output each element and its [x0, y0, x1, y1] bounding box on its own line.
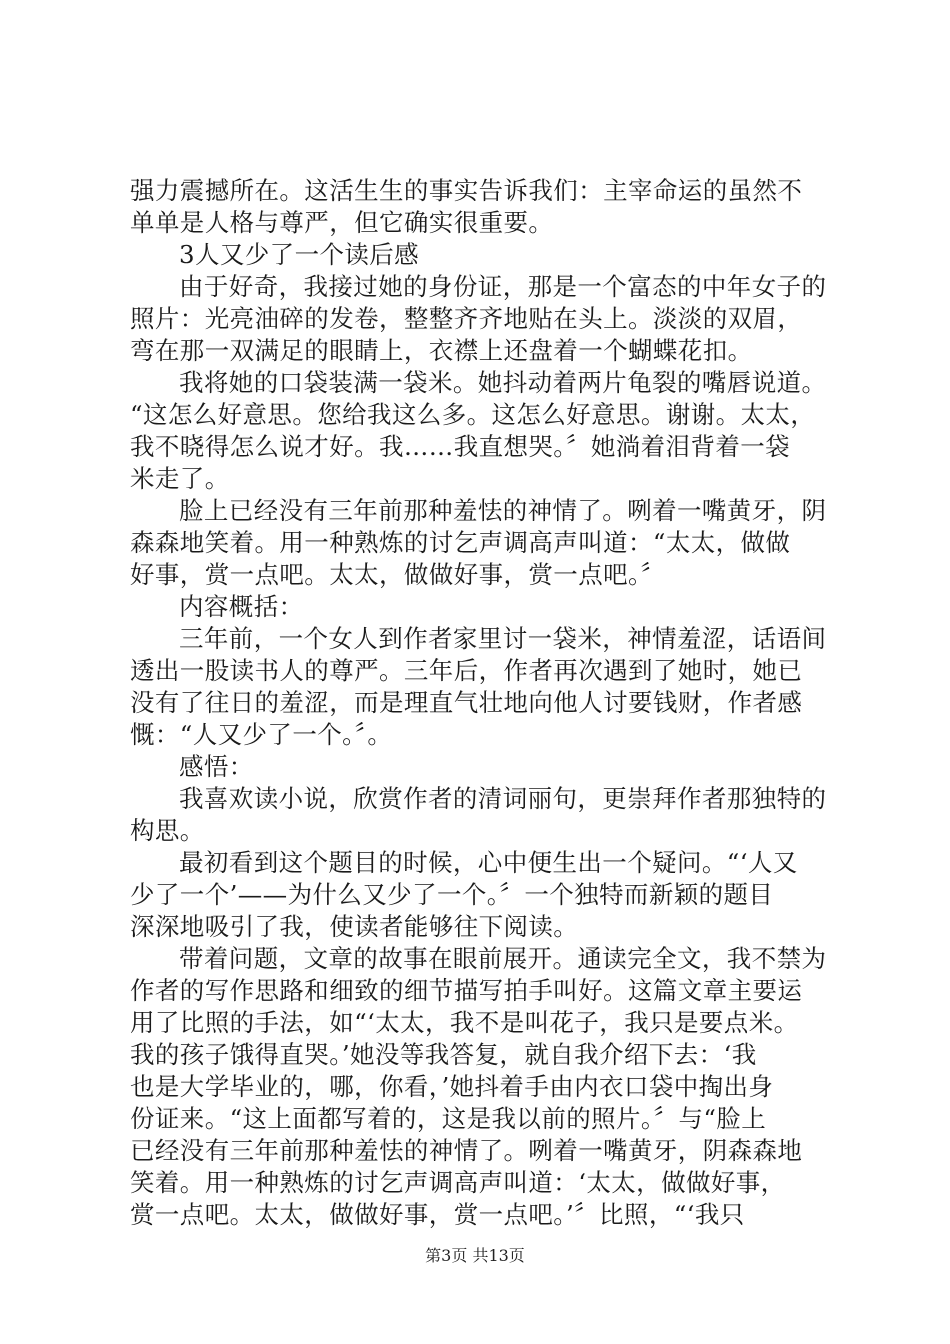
section-label-reflection: 感悟： [179, 752, 254, 781]
text-line: 赏一点吧。太太，做做好事，赏一点吧。’〞比照，“‘我只 [130, 1200, 745, 1229]
text-line: 米走了。 [130, 464, 230, 493]
text-line: 慨：“人又少了一个。〞。 [130, 720, 393, 749]
text-line: 我将她的口袋装满一袋米。她抖动着两片龟裂的嘴唇说道。 [179, 368, 827, 397]
page-number-footer: 第3页 共13页 [425, 1246, 525, 1265]
text-line: 由于好奇，我接过她的身份证，那是一个富态的中年女子的 [179, 272, 827, 301]
text-line: 照片：光亮油碎的发卷，整整齐齐地贴在头上。淡淡的双眉， [130, 304, 803, 333]
text-line: 用了比照的手法，如“‘太太，我不是叫花子，我只是要点米。 [130, 1008, 799, 1037]
text-line: 没有了往日的羞涩，而是理直气壮地向他人讨要钱财，作者感 [130, 688, 803, 717]
section-label-summary: 内容概括： [179, 592, 304, 621]
text-line: 三年前，一个女人到作者家里讨一袋米，神情羞涩，话语间 [179, 624, 827, 653]
text-line: 脸上已经没有三年前那种羞怯的神情了。咧着一嘴黄牙，阴 [179, 496, 827, 525]
text-line: “这怎么好意思。您给我这么多。这怎么好意思。谢谢。太太， [130, 400, 816, 429]
text-line: 笑着。用一种熟炼的讨乞声调高声叫道：‘太太，做做好事， [130, 1168, 786, 1197]
text-line: 透出一股读书人的尊严。三年后，作者再次遇到了她时，她已 [130, 656, 803, 685]
text-line: 好事，赏一点吧。太太，做做好事，赏一点吧。〞 [130, 560, 666, 589]
text-line: 最初看到这个题目的时候，心中便生出一个疑问。“‘人又 [179, 848, 798, 877]
text-line: 作者的写作思路和细致的细节描写拍手叫好。这篇文章主要运 [130, 976, 803, 1005]
text-line: 少了一个’——为什么又少了一个。〞一个独特而新颖的题目 [130, 880, 774, 909]
text-line: 我的孩子饿得直哭。’她没等我答复，就自我介绍下去：‘我 [130, 1040, 757, 1069]
text-line: 深深地吸引了我，使读者能够往下阅读。 [130, 912, 579, 941]
section-heading: 3人又少了一个读后感 [179, 240, 420, 269]
text-line: 也是大学毕业的，哪，你看，’她抖着手由内衣口袋中掏出身 [130, 1072, 774, 1101]
text-line: 单单是人格与尊严，但它确实很重要。 [130, 208, 554, 237]
text-line: 强力震撼所在。这活生生的事实告诉我们：主宰命运的虽然不 [130, 176, 803, 205]
body-text [130, 175, 842, 1231]
text-line: 份证来。“这上面都写着的，这是我以前的照片。〞与“脸上 [130, 1104, 767, 1133]
text-line: 我喜欢读小说，欣赏作者的清词丽句，更崇拜作者那独特的 [179, 784, 827, 813]
text-line: 构思。 [130, 816, 205, 845]
text-line: 我不晓得怎么说才好。我……我直想哭。〞她淌着泪背着一袋 [130, 432, 791, 461]
text-line: 弯在那一双满足的眼睛上，衣襟上还盘着一个蝴蝶花扣。 [130, 336, 753, 365]
text-line: 已经没有三年前那种羞怯的神情了。咧着一嘴黄牙，阴森森地 [130, 1136, 803, 1165]
text-line: 带着问题，文章的故事在眼前展开。通读完全文，我不禁为 [179, 944, 827, 973]
text-line: 森森地笑着。用一种熟炼的讨乞声调高声叫道：“太太，做做 [130, 528, 791, 557]
